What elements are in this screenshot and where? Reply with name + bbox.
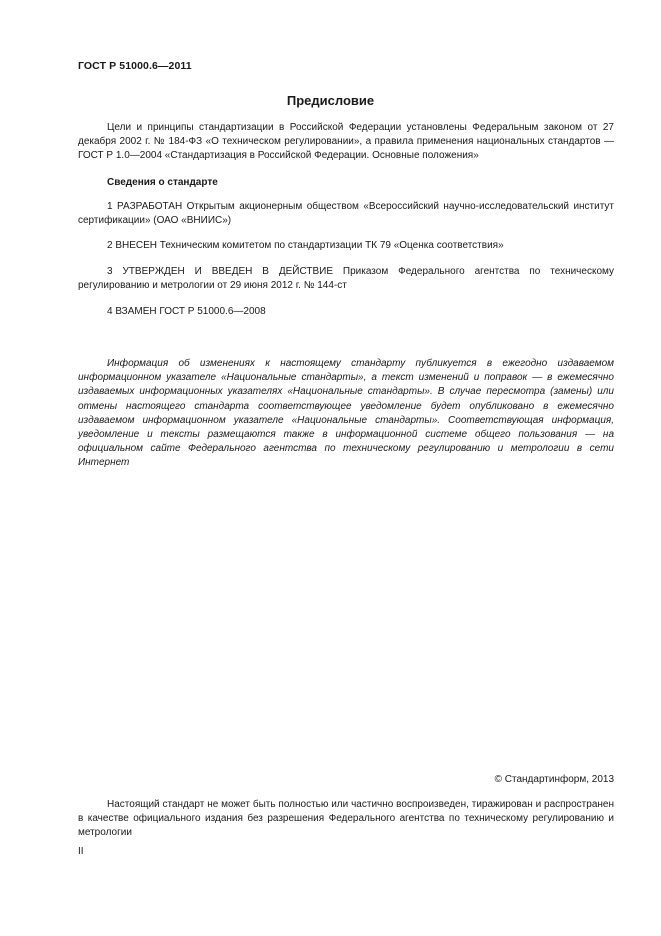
page-title: Предисловие	[286, 93, 375, 108]
page-number: II	[78, 846, 84, 857]
copyright-notice: © Стандартинформ, 2013	[494, 774, 614, 785]
list-item-replaces: 4 ВЗАМЕН ГОСТ Р 51000.6—2008	[107, 306, 266, 317]
amendments-info-paragraph: Информация об изменениях к настоящему стандарту публикуется в ежегодно издаваемом информационном указателе «Национальные стандарты», а текст изменений и поправок — в ежемесячно издаваемых информационных указателях «Национальные стандарты». В случае пересмотра (замены) или отмены настоящего стандарта соответствующее уведомление будет опубликовано в ежемесячно издаваемом информационном указателе «Национальные стандарты». Соответствующая информация, уведомление и тексты размещаются также в информационной системе общего пользования — на официальном сайте Федерального агентства по техническому регулированию и метрологии в сети Интернет	[78, 358, 614, 469]
reproduction-notice: Настоящий стандарт не может быть полностью или частично воспроизведен, тиражирован и распространен в качестве официального издания без разрешения Федерального агентства по техническому регулированию и метрологии	[78, 799, 614, 838]
document-id-header: ГОСТ Р 51000.6—2011	[78, 60, 192, 72]
intro-paragraph: Цели и принципы стандартизации в Российской Федерации установлены Федеральным законом от 27 декабря 2002 г. № 184-ФЗ «О техническом регулировании», а правила применения национальных стандартов — ГОСТ Р 1.0—2004 «Стандартизация в Российской Федерации. Основные положения»	[78, 122, 614, 161]
section-heading: Сведения о стандарте	[107, 177, 218, 188]
list-item-approved: 3 УТВЕРЖДЕН И ВВЕДЕН В ДЕЙСТВИЕ Приказом Федерального агентства по техническому регулированию и метрологии от 29 июня 2012 г. № 144-ст	[78, 266, 614, 291]
list-item-developed-by: 1 РАЗРАБОТАН Открытым акционерным обществом «Всероссийский научно-исследовательский институт сертификации» (ОАО «ВНИИС»)	[78, 201, 614, 226]
list-item-introduced-by: 2 ВНЕСЕН Техническим комитетом по стандартизации ТК 79 «Оценка соответствия»	[107, 240, 504, 251]
